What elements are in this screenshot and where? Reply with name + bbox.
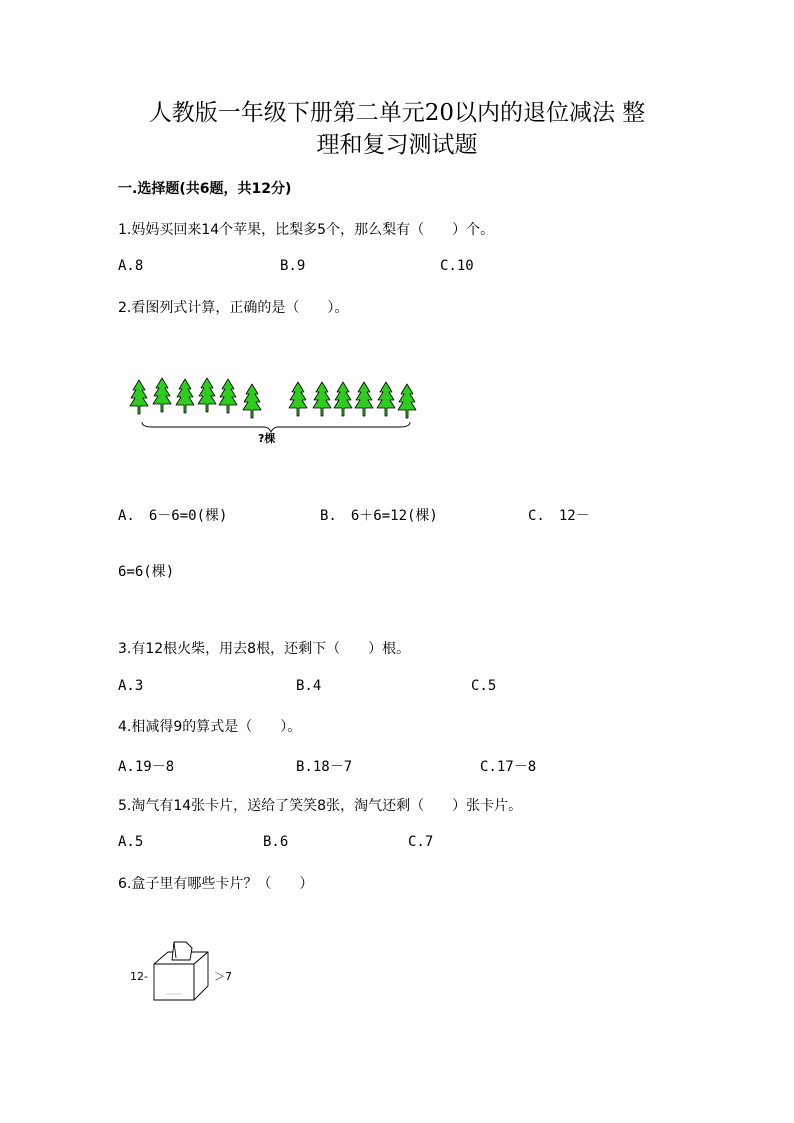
box-left-expression: 12-	[130, 970, 148, 983]
question-4: 4.相减得9的算式是（ ）。	[118, 719, 302, 735]
tree-icon	[243, 384, 261, 418]
tree-figure	[128, 376, 420, 452]
question-1: 1.妈妈买回来14个苹果，比梨多5个，那么梨有（ ）个。	[118, 222, 495, 238]
q4-option-b[interactable]: B.18－7	[296, 759, 353, 775]
q5-option-a[interactable]: A.5	[118, 834, 144, 850]
q1-option-c[interactable]: C.10	[440, 258, 474, 274]
tree-group-left	[130, 378, 261, 418]
q3-option-b[interactable]: B.4	[296, 678, 322, 694]
box-right-expression: ＞7	[214, 970, 232, 983]
question-2: 2.看图列式计算，正确的是（ ）。	[118, 300, 349, 316]
tree-icon	[130, 380, 148, 414]
curly-brace	[142, 422, 410, 432]
section-heading: 一.选择题(共6题，共12分)	[118, 181, 292, 197]
box-illustration	[126, 940, 246, 1010]
page-title-line2: 理和复习测试题	[316, 132, 478, 158]
question-5: 5.淘气有14张卡片，送给了笑笑8张，淘气还剩（ ）张卡片。	[118, 798, 523, 814]
q1-option-b[interactable]: B.9	[280, 258, 306, 274]
tree-icon	[313, 382, 331, 416]
q4-option-c[interactable]: C.17－8	[480, 759, 537, 775]
tree-illustration	[128, 376, 420, 448]
q5-option-b[interactable]: B.6	[263, 834, 289, 850]
q2-option-b[interactable]: B. 6＋6=12(棵)	[320, 508, 438, 524]
q1-option-a[interactable]: A.8	[118, 258, 144, 274]
box-figure	[126, 940, 246, 1014]
q3-option-c[interactable]: C.5	[471, 678, 497, 694]
q3-option-a[interactable]: A.3	[118, 678, 144, 694]
box-icon	[154, 942, 208, 1000]
q2-option-a[interactable]: A. 6－6=0(棵)	[118, 508, 228, 524]
q2-option-c[interactable]: C. 12－	[528, 508, 590, 524]
tree-icon	[176, 379, 194, 413]
tree-icon	[334, 382, 352, 416]
tree-icon	[377, 382, 395, 416]
tree-count-label: ?棵	[258, 432, 276, 445]
tree-icon	[219, 379, 237, 413]
q2-option-c-continued: 6=6(棵)	[118, 564, 175, 580]
q4-option-a[interactable]: A.19－8	[118, 759, 175, 775]
tree-icon	[398, 384, 416, 418]
page-title-line1: 人教版一年级下册第二单元20以内的退位减法 整	[148, 100, 646, 126]
tree-group-right	[289, 382, 416, 418]
question-3: 3.有12根火柴，用去8根，还剩下（ ）根。	[118, 641, 411, 657]
tree-icon	[153, 378, 171, 412]
question-6: 6.盒子里有哪些卡片？（ ）	[118, 876, 314, 892]
tree-icon	[355, 382, 373, 416]
q5-option-c[interactable]: C.7	[408, 834, 434, 850]
tree-icon	[289, 382, 307, 416]
tree-icon	[198, 378, 216, 412]
